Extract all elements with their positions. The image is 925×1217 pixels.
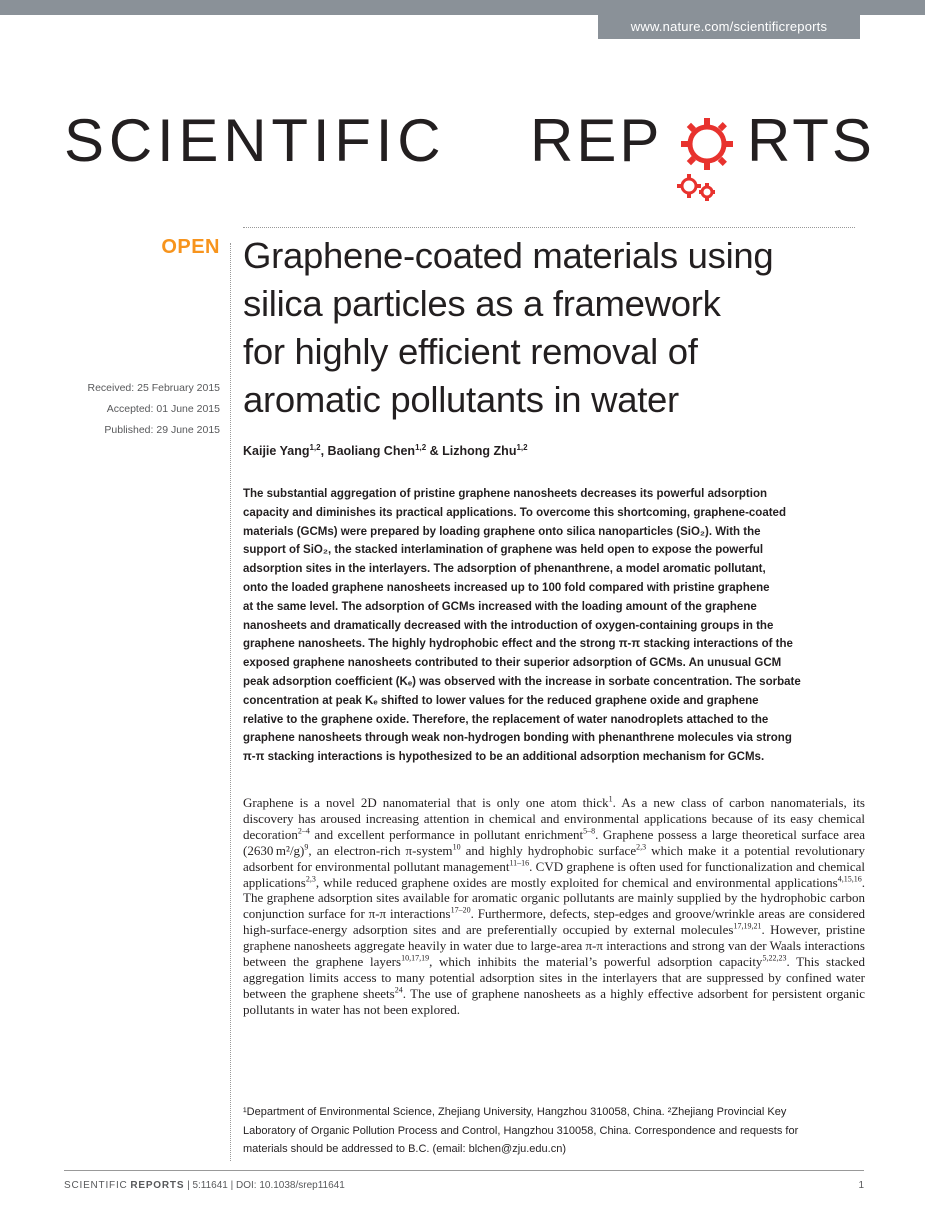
- citation-ref[interactable]: 1: [608, 794, 613, 804]
- abstract-line: adsorption sites in the interlayers. The adsorption of phenanthrene, a model aromatic pollutant,: [243, 563, 766, 576]
- body-text: . CVD graphene is often used for functionalization and chemical applications: [243, 858, 865, 890]
- citation-ref[interactable]: 2–4: [297, 826, 310, 836]
- author-name[interactable]: Lizhong Zhu: [442, 444, 517, 459]
- abstract-line: concentration at peak Kₑ shifted to lower values for the reduced graphene oxide and graphene: [243, 694, 759, 707]
- author-name[interactable]: Kaijie Yang: [243, 444, 310, 459]
- abstract-line: support of SiO₂, the stacked interlamination of graphene was held open to expose the powerful: [243, 544, 764, 557]
- gear-icon: [674, 106, 749, 206]
- affiliation-line: ¹Department of Environmental Science, Zhejiang University, Hangzhou 310058, China. ²Zhejiang Provincial Key: [243, 1106, 787, 1118]
- footer-divider: [64, 1170, 864, 1171]
- title-line: for highly efficient removal of: [243, 331, 698, 372]
- citation-ref[interactable]: 4,15,16: [837, 874, 862, 884]
- affiliations: [243, 1103, 865, 1159]
- received-date: Received: 25 February 2015: [87, 382, 220, 394]
- body-text: , which inhibits the material’s powerful adsorption capacity: [429, 954, 763, 970]
- citation-ref[interactable]: 17–20: [450, 906, 471, 916]
- journal-logo: [64, 106, 875, 186]
- journal-url-link[interactable]: www.nature.com/scientificreports: [598, 15, 860, 39]
- body-text: . The graphene adsorption sites available for aromatic organic pollutants are mainly supplied by the hydrophobic carbon conjunction surface for π-π interactions: [243, 874, 865, 922]
- abstract-line: graphene nanosheets through weak non-hydrogen bonding with phenanthrene molecules via strong: [243, 732, 792, 745]
- citation-ref[interactable]: 10,17,19: [401, 953, 430, 963]
- abstract-line: The substantial aggregation of pristine graphene nanosheets decreases its powerful adsorption: [243, 488, 767, 500]
- title-line: silica particles as a framework: [243, 283, 721, 324]
- citation-ref[interactable]: 2,3: [636, 842, 647, 852]
- author-affiliation: 1,2: [309, 443, 321, 452]
- author-list: Kaijie Yang$^{1,2}$, Baoliang Chen$^{1,2}$ & Lizhong Zhu$^{1,2}$: [243, 443, 528, 459]
- abstract-line: nanosheets and dramatically decreased with the introduction of oxygen-containing groups in the: [243, 619, 774, 632]
- body-text: . Furthermore, defects, step-edges and groove/wrinkle areas are considered high-surface-energy adsorption sites and are preferentially occupied by external molecules: [243, 906, 866, 938]
- abstract-line: π-π stacking interactions is hypothesized to be an additional adsorption mechanism for GCMs.: [243, 751, 765, 764]
- article-dates: [40, 378, 220, 441]
- citation-ref[interactable]: 10: [452, 842, 461, 852]
- abstract-line: graphene nanosheets. The highly hydrophobic effect and the strong π-π stacking interactions of the: [243, 638, 793, 651]
- abstract-line: capacity and diminishes its practical applications. To overcome this shortcoming, graphene-coated: [243, 506, 786, 519]
- body-text: . The use of graphene nanosheets as a highly effective adsorbent for persistent organic pollutants in water has not been explored.: [243, 985, 865, 1017]
- citation-ref[interactable]: 24: [394, 985, 403, 995]
- abstract-line: peak adsorption coefficient (Kₑ) was observed with the increase in sorbate concentration. The sorbate: [243, 675, 801, 688]
- article-title: [243, 232, 863, 424]
- abstract-line: exposed graphene nanosheets contributed to their superior adsorption of GCMs. An unusual GCM: [243, 657, 782, 670]
- header-divider: [243, 227, 855, 228]
- author-name[interactable]: Baoliang Chen: [327, 444, 416, 459]
- title-line: Graphene-coated materials using: [243, 235, 774, 276]
- abstract-line: at the same level. The adsorption of GCMs increased with the loading amount of the graphene: [243, 600, 757, 613]
- citation-ref[interactable]: 11–16: [509, 858, 530, 868]
- body-text: and highly hydrophobic surface: [460, 842, 637, 858]
- abstract-line: materials (GCMs) were prepared by loading graphene onto silica nanoparticles (SiO₂). With the: [243, 525, 761, 538]
- author-affiliation: 1,2: [415, 443, 427, 452]
- title-line: aromatic pollutants in water: [243, 379, 679, 420]
- citation-ref[interactable]: 17,19,21: [733, 921, 762, 931]
- abstract: [243, 485, 860, 767]
- author-affiliation: 1,2: [516, 443, 528, 452]
- body-text: which make it a potential revolutionary adsorbent for environmental pollutant management: [243, 842, 866, 874]
- affiliation-line: materials should be addressed to B.C. (email: blchen@zju.edu.cn): [243, 1143, 566, 1155]
- published-date: Published: 29 June 2015: [104, 424, 220, 436]
- citation-ref[interactable]: 5–8: [583, 826, 596, 836]
- journal-logo-word-rts: RTS: [747, 107, 875, 174]
- journal-logo-word-rep: REP: [530, 107, 663, 174]
- footer-journal-b: REPORTS: [130, 1180, 185, 1191]
- affiliation-line: Laboratory of Organic Pollution Process and Control, Hangzhou 310058, China. Correspondence and requests for: [243, 1124, 799, 1137]
- body-text: , while reduced graphene oxides are mostly exploited for chemical and environmental applications: [315, 874, 838, 890]
- body-text: , an electron-rich π-system: [308, 842, 453, 858]
- body-text: Graphene is a novel 2D nanomaterial that is only one atom thick: [243, 795, 609, 810]
- citation-ref[interactable]: 9: [304, 842, 309, 852]
- footer-journal-a: SCIENTIFIC: [64, 1180, 128, 1191]
- footer-doi[interactable]: | 5:11641 | DOI: 10.1038/srep11641: [184, 1180, 345, 1191]
- abstract-line: relative to the graphene oxide. Therefore, the replacement of water nanodroplets attached to the: [243, 713, 769, 726]
- journal-logo-word-scientific: SCIENTIFIC: [64, 107, 446, 174]
- footer-citation: [64, 1180, 345, 1191]
- open-access-label: OPEN: [161, 236, 220, 258]
- sidebar-divider: [230, 243, 231, 1161]
- body-text: and excellent performance in pollutant enrichment: [309, 826, 584, 842]
- body-text: . Graphene possess a large theoretical surface area (2630 m²/g): [243, 826, 865, 858]
- header-bar: [0, 0, 925, 15]
- body-text: . However, pristine graphene nanosheets aggregate heavily in water due to large-area π-π interactions and strong van der Waals interactions between the graphene layers: [243, 922, 865, 970]
- citation-ref[interactable]: 2,3: [305, 874, 316, 884]
- page-number: 1: [858, 1180, 864, 1191]
- body-text: . As a new class of carbon nanomaterials, its discovery has aroused increasing attention in chemical and environmental applications because of its easy chemical decoration: [243, 795, 865, 842]
- body-paragraph: [243, 795, 865, 1018]
- abstract-line: onto the loaded graphene nanosheets increased up to 100 fold compared with pristine graphene: [243, 581, 770, 594]
- accepted-date: Accepted: 01 June 2015: [106, 403, 220, 415]
- citation-ref[interactable]: 5,22,23: [762, 953, 787, 963]
- body-text: . This stacked aggregation limits access to many potential adsorption sites in the interlayers that are suppressed by confined water between the graphene sheets: [243, 954, 866, 1001]
